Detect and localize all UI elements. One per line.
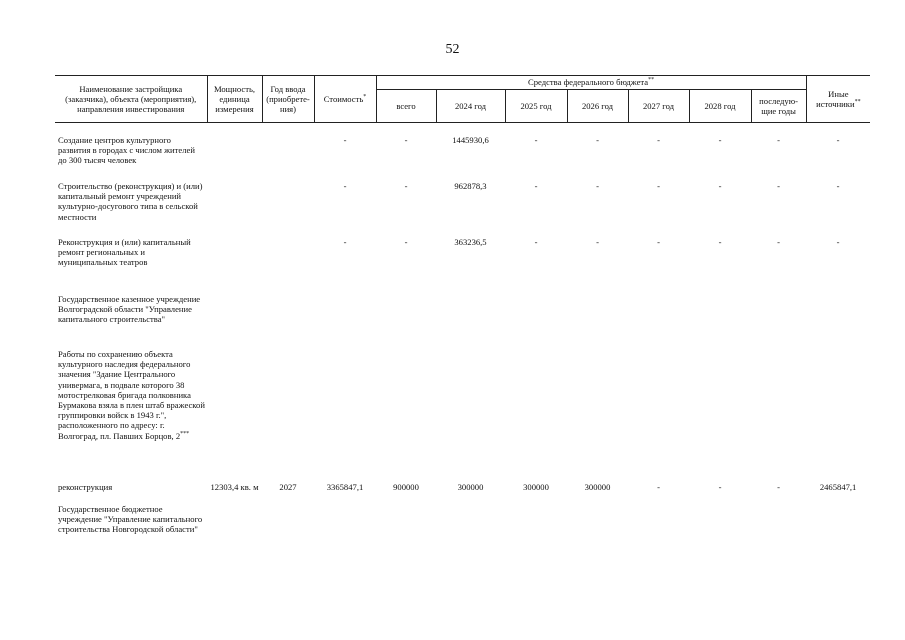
row-2024: 962878,3 [454,181,487,191]
row-2026: 300000 [584,482,611,492]
row-total: - [404,181,408,191]
row-2024: 300000 [457,482,484,492]
table-row [55,349,870,482]
row-2027: - [657,181,660,191]
row-2026: - [596,237,599,247]
table-row [55,294,870,349]
row-other: - [836,135,840,145]
row-cost: - [343,237,347,247]
header-2025: 2025 год [505,90,567,123]
row-2028: - [718,181,722,191]
row-other: - [836,237,840,247]
row-2024: 1445930,6 [452,135,489,145]
header-year: Год ввода (приобрете-ния) [262,76,314,123]
row-total: - [404,237,408,247]
table-row [55,181,870,237]
header-2027: 2027 год [628,90,689,123]
header-total: всего [376,90,436,123]
row-name: Государственное бюджетное учреждение "Управление капитального строительства Новгородской области" [58,504,203,535]
header-later-years: последую-щие годы [751,90,806,123]
row-later: - [777,237,780,247]
row-2025: 300000 [523,482,549,492]
row-name: Строительство (реконструкция) и (или) капитальный ремонт учреждений культурно-досугового типа в сельской местности [58,181,203,222]
row-name: реконструкция [58,482,113,492]
row-2024: 363236,5 [454,237,487,247]
row-name: Работы по сохранению объекта культурного наследия федерального значения "Здание Центрального универмага, в подвале которого 38 мотострелковая бригада полковника Бурмакова взяла в плен штаб вражеской группировки войск в 1943 г.", расположенного по адресу: г. Волгоград, пл. Павших Борцов, 2*** [58,349,205,441]
row-later: - [777,135,780,145]
row-2028: - [718,482,722,492]
row-2027: - [657,135,660,145]
row-later: - [777,482,780,492]
row-2028: - [718,135,722,145]
header-capacity: Мощность, единица измерения [207,76,262,123]
row-capacity [207,181,262,237]
row-2027: - [657,482,660,492]
investment-table [55,75,870,535]
row-year [262,123,314,182]
row-2025: - [534,237,538,247]
row-2026: - [596,181,599,191]
page-number: 52 [445,42,460,57]
row-name: Реконструкция и (или) капитальный ремонт региональных и муниципальных театров [58,237,191,268]
table-row [55,482,870,504]
row-total: - [404,135,408,145]
header-2026: 2026 год [567,90,628,123]
row-year: 2027 [279,482,297,492]
row-name: Создание центров культурного развития в городах с числом жителей до 300 тысяч человек [58,135,195,166]
header-cost: Стоимость* [314,76,376,123]
header-2028: 2028 год [689,90,751,123]
row-other: 2465847,1 [819,482,857,492]
row-2027: - [657,237,660,247]
row-name: Государственное казенное учреждение Волгоградской области "Управление капитального строительства" [58,294,201,325]
header-2024: 2024 год [436,90,505,123]
row-cost: 3365847,1 [326,482,364,492]
table-row [55,123,870,182]
row-2026: - [596,135,599,145]
row-capacity [207,237,262,294]
row-year [262,181,314,237]
row-year [262,237,314,294]
table-row [55,237,870,294]
header-other-sources: Иные источники** [806,76,870,123]
row-later: - [777,181,780,191]
header-federal-budget: Средства федерального бюджета** [376,76,806,90]
row-2025: - [534,135,538,145]
row-other: - [836,181,840,191]
row-2028: - [718,237,722,247]
row-cost: - [343,181,347,191]
row-capacity [207,123,262,182]
row-capacity: 12303,4 кв. м [210,482,259,492]
table-row [55,504,870,535]
row-cost: - [343,135,347,145]
header-name: Наименование застройщика (заказчика), объекта (мероприятия), направления инвестирования [55,76,207,123]
row-total: 900000 [393,482,419,492]
row-2025: - [534,181,538,191]
